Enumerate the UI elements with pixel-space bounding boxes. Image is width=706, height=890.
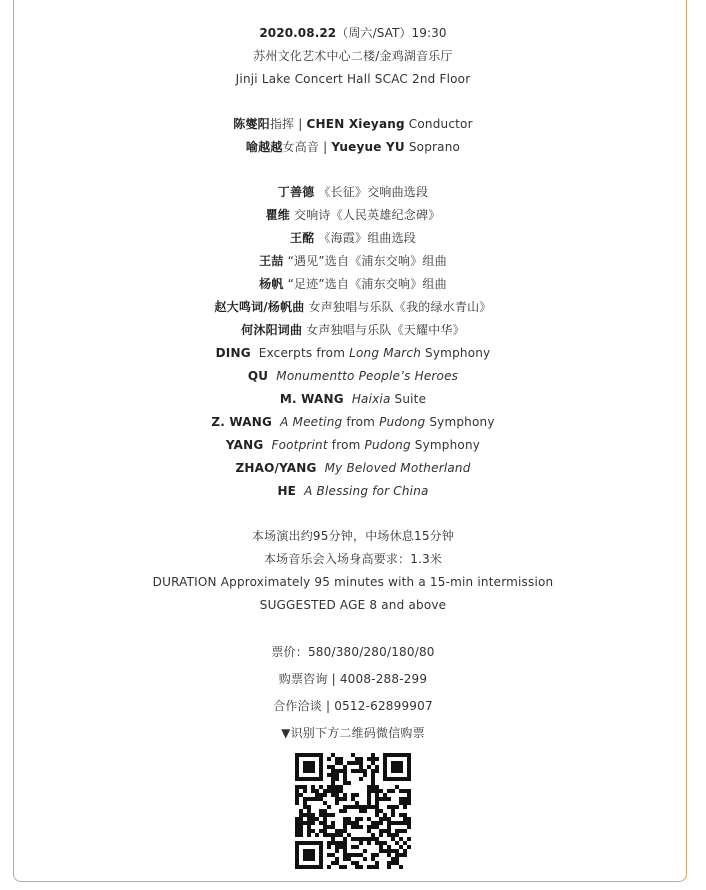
performer-soprano [0,136,706,159]
program-en-item [0,457,706,480]
program-en-item [0,388,706,411]
work-en-post: Suite [390,392,427,406]
work-en-post2: Symphony [410,438,481,452]
work-en-title: Long March [349,346,422,360]
program-en-item [0,342,706,365]
performer-conductor [0,113,706,136]
work-en-post: from [342,415,380,429]
composer-cn: 丁善德 [277,185,315,199]
work-en-title: Haixia [351,392,391,406]
work-en-post: Symphony [421,346,491,360]
duration-cn: 本场演出约95分钟，中场休息15分钟 [251,529,455,543]
performer-role-cn: 女高音 | [282,140,332,154]
work-en-post2: Symphony [425,415,495,429]
program-en-item [0,365,706,388]
composer-cn: 瞿维 [265,208,290,222]
program-en-item [0,434,706,457]
program-cn-item [0,250,706,273]
height-requirement-cn: 本场音乐会入场身高要求：1.3米 [263,552,443,566]
performer-name-en: Yueyue YU [331,140,405,154]
work-en-title: A Blessing for China [304,484,429,498]
program-en-item [0,480,706,503]
composer-en: Z. WANG [211,415,273,429]
program-cn-item [0,319,706,342]
composer-cn: 何沐阳词曲 [241,323,303,337]
composer-en: QU [247,369,269,383]
ticket-price: 票价：580/380/280/180/80 [271,645,435,659]
performer-name-cn: 喻越越 [245,140,283,154]
wechat-qr-code[interactable] [295,753,411,869]
work-cn: “遇见”选自《浦东交响》组曲 [287,254,447,268]
composer-en: HE [277,484,297,498]
ticket-hotline: 购票咨询 | 4008-288-299 [278,672,428,686]
performer-role-en: Soprano [408,140,461,154]
program-cn-item [0,227,706,250]
work-en-pre: Excerpts from [258,346,350,360]
composer-cn: 赵大鸣词/杨帆曲 [214,300,305,314]
work-en-title: Footprint [271,438,328,452]
program-cn-item [0,273,706,296]
venue-cn: 苏州文化艺术中心二楼/金鸡湖音乐厅 [253,49,453,63]
cooperation-contact: 合作洽谈 | 0512-62899907 [273,699,433,713]
work-cn: 交响诗《人民英雄纪念碑》 [294,208,441,222]
work-cn: “足迹”选自《浦东交响》组曲 [287,277,447,291]
work-en-title: A Meeting [280,415,343,429]
work-cn: 女声独唱与乐队《我的绿水青山》 [308,300,492,314]
suggested-age-en: SUGGESTED AGE 8 and above [259,598,447,612]
work-cn: 《长征》交响曲选段 [318,185,429,199]
qr-prompt: ▼识别下方二维码微信购票 [281,726,425,740]
work-en-title: My Beloved Motherland [324,461,471,475]
performer-role-cn: 指挥 | [269,117,307,131]
work-cn: 女声独唱与乐队《天耀中华》 [306,323,465,337]
composer-cn: 王喆 [259,254,284,268]
composer-en: ZHAO/YANG [235,461,317,475]
performer-name-cn: 陈燮阳 [233,117,270,131]
composer-cn: 杨帆 [259,277,284,291]
composer-en: M. WANG [279,392,344,406]
work-cn: 《海霞》组曲选段 [318,231,417,245]
work-en-title: Monumentto People’s Heroes [276,369,459,383]
event-date: 2020.08.22 [259,26,337,40]
work-en-title2: Pudong [379,415,426,429]
duration-en: DURATION Approximately 95 minutes with a 15-min intermission [152,575,554,589]
performer-name-en: CHEN Xieyang [306,117,405,131]
composer-cn: 王酩 [289,231,315,245]
program-cn-item [0,181,706,204]
composer-en: YANG [225,438,264,452]
program-cn-item [0,204,706,227]
event-day-time: （周六/SAT）19:30 [336,26,447,40]
qr-code-image [295,753,411,869]
work-en-post: from [327,438,365,452]
concert-info [0,22,706,869]
performer-role-en: Conductor [408,117,473,131]
program-cn-item [0,296,706,319]
program-en-item [0,411,706,434]
event-datetime [0,22,706,45]
venue-en: Jinji Lake Concert Hall SCAC 2nd Floor [235,72,471,86]
composer-en: DING [215,346,251,360]
work-en-title2: Pudong [364,438,411,452]
